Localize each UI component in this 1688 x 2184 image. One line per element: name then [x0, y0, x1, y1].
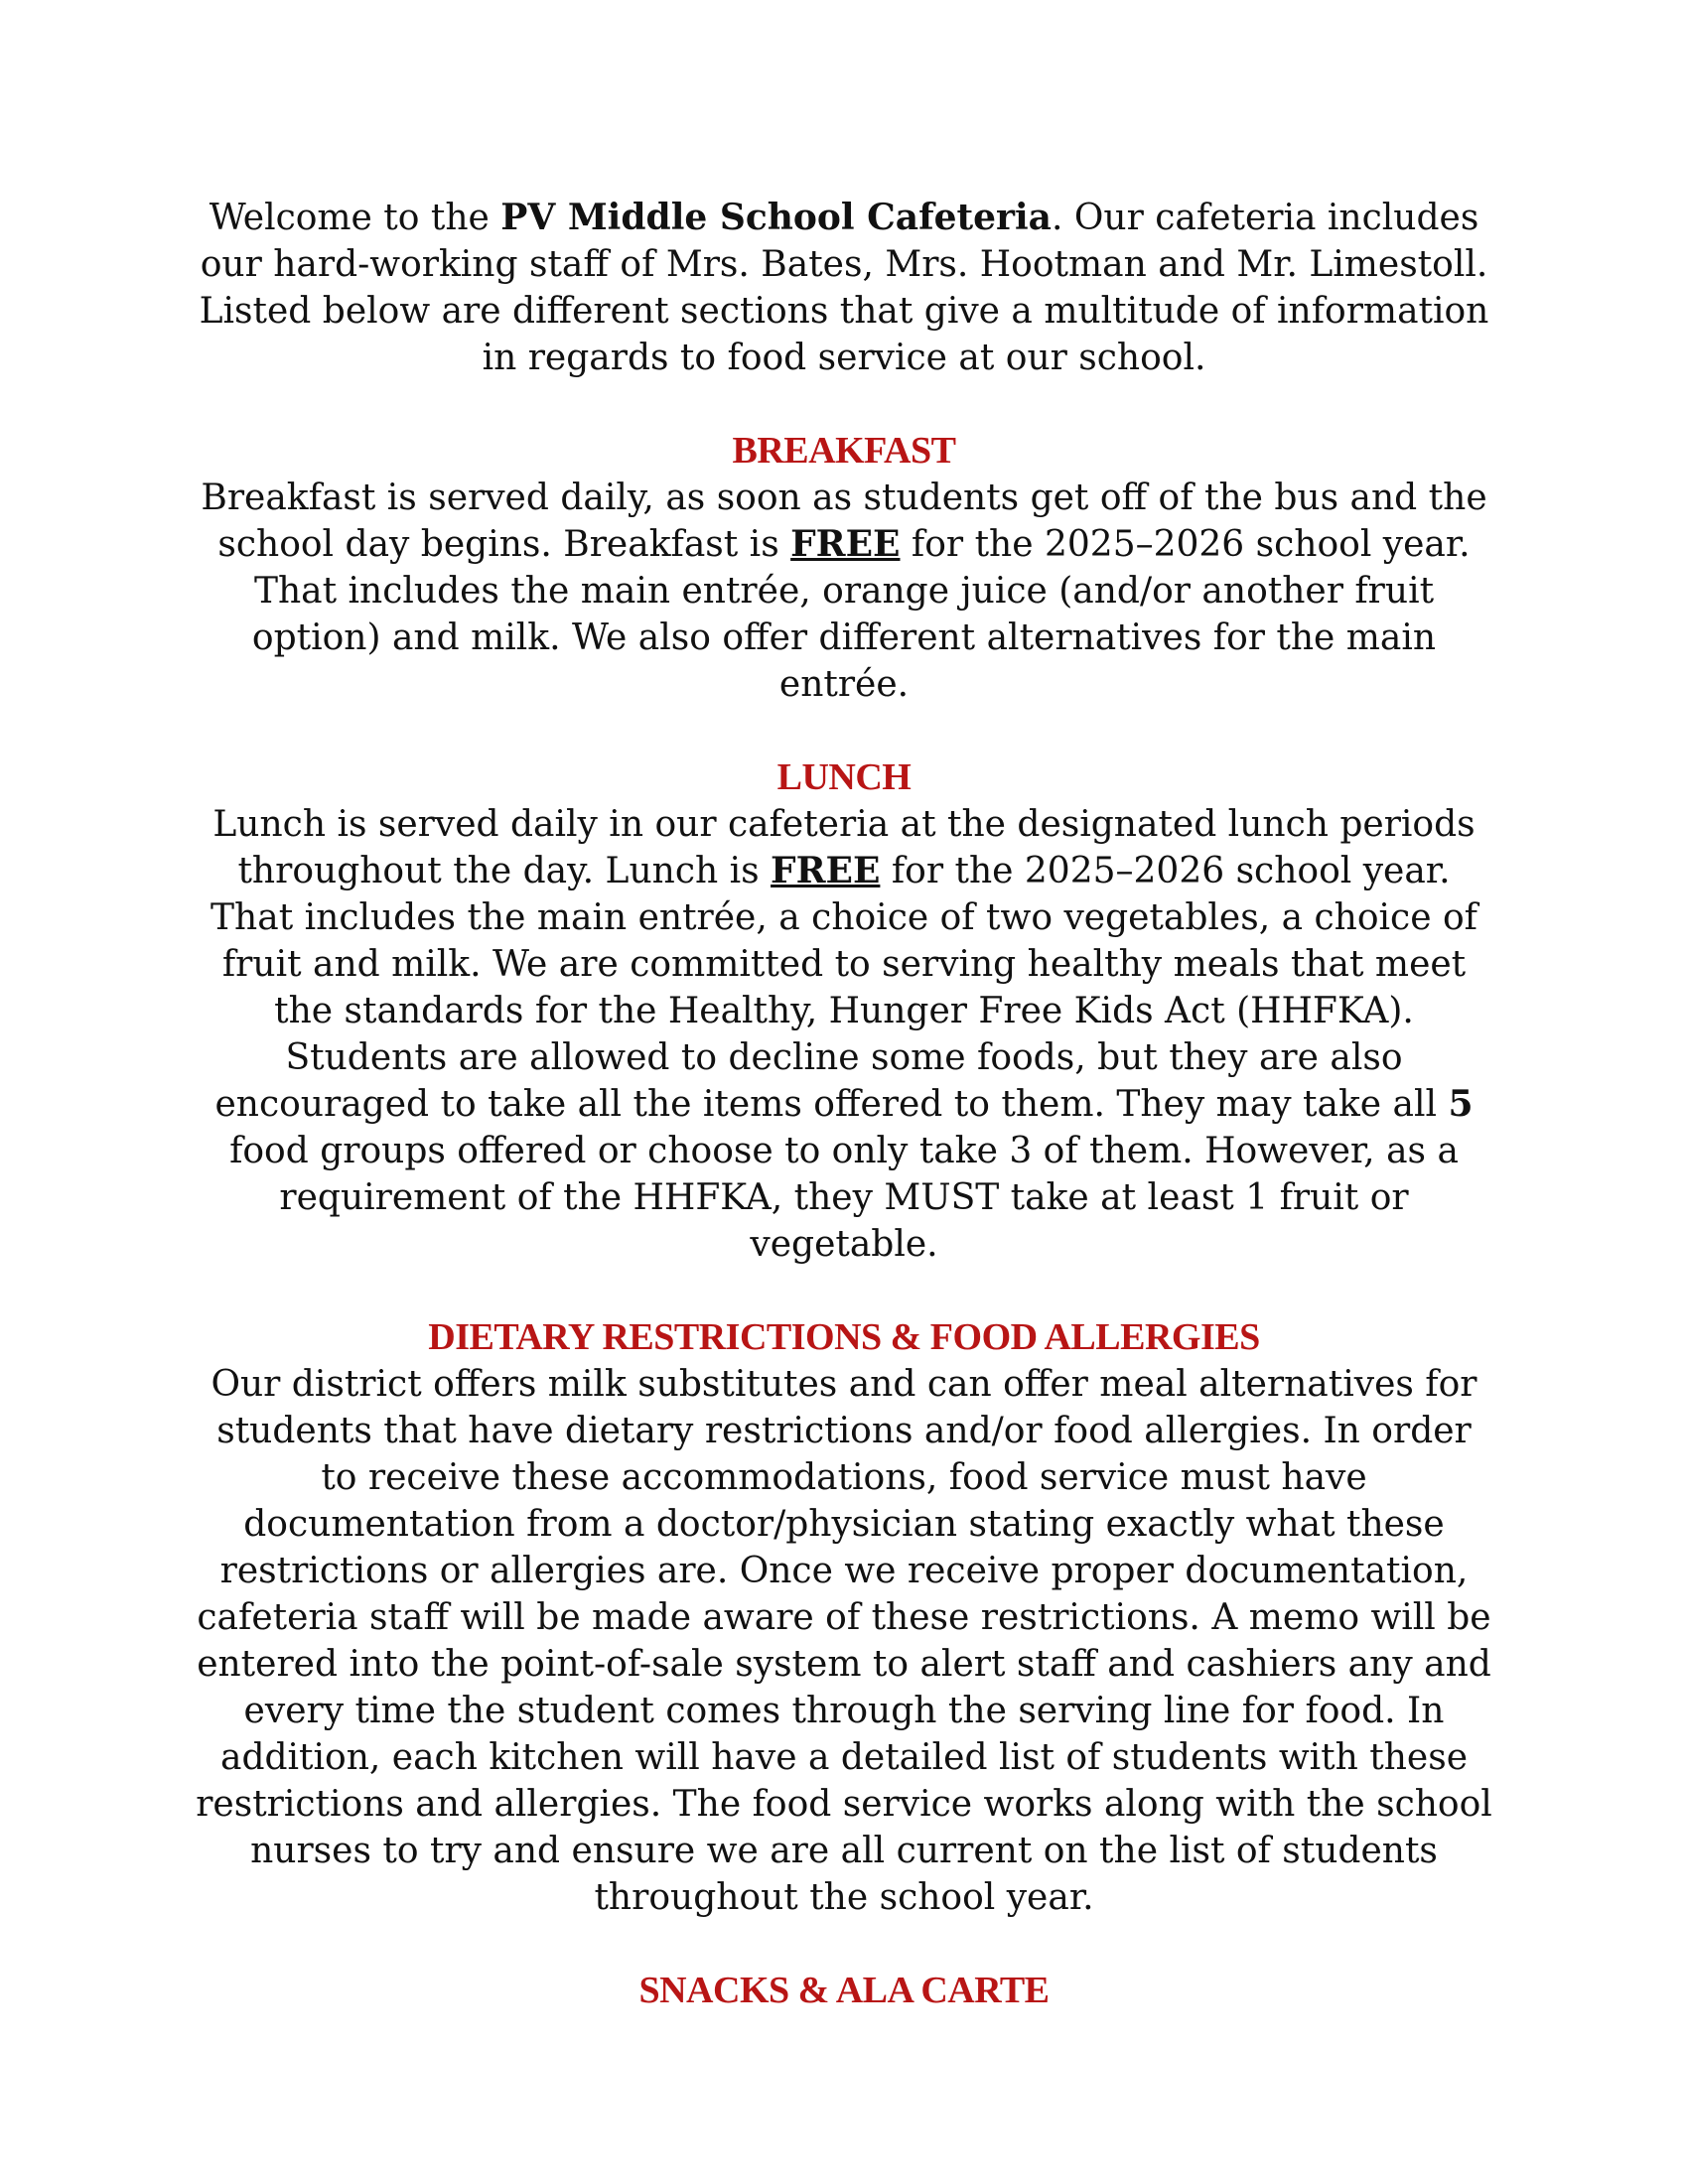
school-name: PV Middle School Cafeteria — [500, 197, 1053, 238]
lunch-paragraph — [194, 801, 1494, 1268]
spacer — [194, 381, 1494, 428]
spacer — [194, 708, 1494, 754]
breakfast-paragraph — [194, 475, 1494, 708]
intro-text-after: . Our cafeteria includes our hard-working staff of Mrs. Bates, Mrs. Hootman and Mr. Limestoll. Listed below are different sections that give a multitude of information in regards to food service at our school. — [199, 198, 1489, 378]
snacks-heading: SNACKS & ALA CARTE — [638, 1970, 1050, 2011]
intro-text-before: Welcome to the — [209, 198, 501, 238]
breakfast-text-after: for the 2025–2026 school year. That includes the main entrée, orange juice (and/or another fruit option) and milk. We also offer different alternatives for the main entrée. — [251, 524, 1471, 705]
breakfast-text-before: Breakfast is served daily, as soon as students get off of the bus and the school day begins. Breakfast is — [201, 478, 1487, 565]
lunch-free-emphasis: FREE — [771, 850, 881, 891]
breakfast-heading: BREAKFAST — [732, 430, 956, 472]
intro-paragraph — [194, 195, 1494, 381]
food-groups-count: 5 — [1448, 1083, 1474, 1125]
lunch-text-middle: for the 2025–2026 school year. That includes the main entrée, a choice of two vegetables, a choice of fruit and milk. We are committed to serving healthy meals that meet the standards for the Healthy, Hunger Free Kids Act (HHFKA). Students are allowed to decline some foods, but they are also encouraged to take all the items offered to them. They may take all — [211, 851, 1477, 1125]
lunch-text-after: food groups offered or choose to only take 3 of them. However, as a requirement of the HHFKA, they MUST take at least 1 fruit or vegetable. — [229, 1131, 1459, 1265]
lunch-text-before: Lunch is served daily in our cafeteria at the designated lunch periods throughout the day. Lunch is — [212, 804, 1476, 891]
document-page — [194, 195, 1494, 2014]
dietary-heading: DIETARY RESTRICTIONS & FOOD ALLERGIES — [428, 1316, 1260, 1358]
spacer — [194, 1921, 1494, 1968]
lunch-heading: LUNCH — [776, 756, 912, 798]
breakfast-free-emphasis: FREE — [790, 523, 901, 565]
dietary-paragraph: Our district offers milk substitutes and can offer meal alternatives for students that have dietary restrictions and/or food allergies. In order to receive these accommodations, food service must have documentation from a doctor/physician stating exactly what these restrictions or allergies are. Once we receive proper documentation, cafeteria staff will be made aware of these restrictions. A memo will be entered into the point-of-sale system to alert staff and cashiers any and every time the student comes through the serving line for food. In addition, each kitchen will have a detailed list of students with these restrictions and allergies. The food service works along with the school nurses to try and ensure we are all current on the list of students throughout the school year. — [196, 1364, 1492, 1918]
spacer — [194, 1268, 1494, 1314]
